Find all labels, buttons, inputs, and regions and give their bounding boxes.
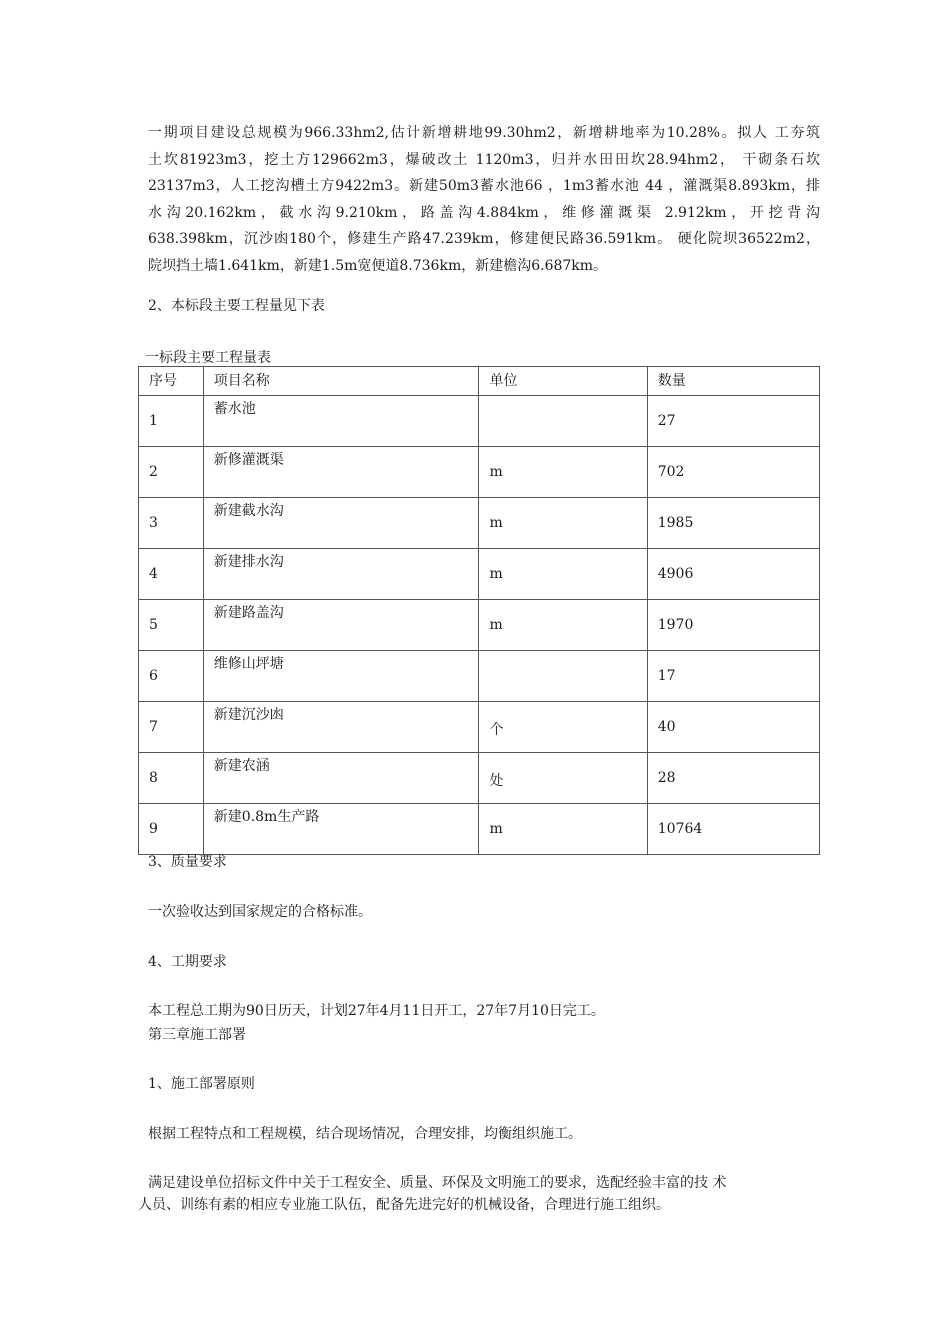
cell-name-text: 新建排水沟 <box>213 554 284 570</box>
cell-unit-text: m <box>489 821 503 837</box>
header-qty: 数量 <box>647 367 819 396</box>
cell-qty <box>647 804 819 855</box>
quantities-table <box>138 366 820 855</box>
cell-qty <box>647 702 819 753</box>
table-row <box>139 447 820 498</box>
cell-unit <box>479 753 647 804</box>
cell-qty <box>647 651 819 702</box>
cell-name <box>203 804 479 855</box>
cell-name-text: 新建0.8m生产路 <box>213 809 320 825</box>
cell-no <box>139 651 204 702</box>
cell-no <box>139 753 204 804</box>
deploy-heading: 1、施工部署原则 <box>148 1076 255 1092</box>
header-unit: 单位 <box>479 367 647 396</box>
section-4-heading: 4、工期要求 <box>148 954 227 970</box>
intro-line: 638.398km，沉沙凼180个，修建生产路47.239km，修建便民路36.591km。 硬化院坝36522m2， <box>148 231 820 247</box>
cell-qty <box>647 549 819 600</box>
cell-qty-text: 17 <box>657 668 676 684</box>
section-3-body: 一次验收达到国家规定的合格标准。 <box>148 904 372 920</box>
cell-unit-text: 个 <box>489 722 504 738</box>
cell-no-text: 3 <box>149 515 158 531</box>
cell-unit-text: 处 <box>489 773 504 789</box>
intro-line: 水沟20.162km，截水沟9.210km，路盖沟4.884km，维修灌溉渠 2.912km，开挖背沟 <box>148 204 820 221</box>
cell-no-text: 1 <box>149 413 158 429</box>
cell-name <box>203 549 479 600</box>
cell-no <box>139 447 204 498</box>
cell-unit-text: m <box>489 617 503 633</box>
cell-name <box>203 702 479 753</box>
cell-qty <box>647 600 819 651</box>
cell-unit-text: m <box>489 515 503 531</box>
cell-unit <box>479 447 647 498</box>
cell-qty-text: 1985 <box>657 515 694 531</box>
cell-qty <box>647 753 819 804</box>
cell-name-text: 维修山坪塘 <box>213 656 284 672</box>
header-no: 序号 <box>139 367 204 396</box>
cell-name <box>203 447 479 498</box>
cell-name-text: 新建农涵 <box>213 758 270 774</box>
table-header-row <box>139 367 820 396</box>
cell-name-text: 蓄水池 <box>213 401 256 417</box>
deploy-paragraph-2-line-1: 满足建设单位招标文件中关于工程安全、质量、环保及文明施工的要求，选配经验丰富的技 术 <box>148 1175 727 1191</box>
table-row <box>139 498 820 549</box>
table-row <box>139 600 820 651</box>
cell-name-text: 新建截水沟 <box>213 503 284 519</box>
cell-unit-text: m <box>489 464 503 480</box>
intro-line: 院坝挡土墙1.641km，新建1.5m宽便道8.736km，新建檐沟6.687km。 <box>148 257 608 274</box>
chapter-3-title: 第三章施工部署 <box>148 1027 246 1043</box>
cell-qty-text: 40 <box>657 719 676 735</box>
cell-name-text: 新建沉沙凼 <box>213 707 284 723</box>
cell-qty <box>647 498 819 549</box>
table-row <box>139 549 820 600</box>
cell-unit <box>479 600 647 651</box>
cell-qty-text: 27 <box>657 413 676 429</box>
cell-no <box>139 702 204 753</box>
cell-no <box>139 396 204 447</box>
cell-qty <box>647 447 819 498</box>
table-title: 一标段主要工程量表 <box>145 350 271 366</box>
cell-qty-text: 702 <box>657 464 685 480</box>
cell-name <box>203 651 479 702</box>
table-row <box>139 753 820 804</box>
cell-no <box>139 804 204 855</box>
cell-qty <box>647 396 819 447</box>
cell-name <box>203 396 479 447</box>
cell-unit <box>479 396 647 447</box>
cell-no-text: 9 <box>149 821 158 837</box>
cell-unit <box>479 498 647 549</box>
cell-name-text: 新修灌溉渠 <box>213 452 284 468</box>
cell-qty-text: 4906 <box>657 566 694 582</box>
cell-name <box>203 753 479 804</box>
cell-no <box>139 498 204 549</box>
cell-name-text: 新建路盖沟 <box>213 605 284 621</box>
section-2-heading: 2、本标段主要工程量见下表 <box>148 298 325 314</box>
deploy-paragraph-2-line-2: 人员、训练有素的相应专业施工队伍，配备先进完好的机械设备，合理进行施工组织。 <box>138 1197 670 1213</box>
cell-unit <box>479 804 647 855</box>
cell-no-text: 6 <box>149 668 158 684</box>
cell-no <box>139 549 204 600</box>
table-row <box>139 702 820 753</box>
cell-unit-text: m <box>489 566 503 582</box>
cell-no <box>139 600 204 651</box>
cell-no-text: 7 <box>149 719 158 735</box>
intro-line: 一期项目建设总规模为966.33hm2,估计新增耕地99.30hm2，新增耕地率为10.28%。拟人 工夯筑 <box>148 125 820 141</box>
intro-paragraph <box>148 120 820 279</box>
header-name: 项目名称 <box>203 367 479 396</box>
table-row <box>139 396 820 447</box>
deploy-paragraph-1: 根据工程特点和工程规模，结合现场情况，合理安排，均衡组织施工。 <box>148 1126 582 1142</box>
cell-qty-text: 1970 <box>657 617 694 633</box>
cell-name <box>203 498 479 549</box>
intro-line: 23137m3，人工挖沟槽土方9422m3。新建50m3蓄水池66 ，1m3蓄水池 44 ，灌溉渠8.893km，排 <box>148 178 820 194</box>
cell-unit <box>479 702 647 753</box>
cell-no-text: 5 <box>149 617 158 633</box>
intro-line: 土坎81923m3，挖土方129662m3，爆破改土 1120m3，归并水田田坎28.94hm2， 干砌条石坎 <box>148 151 820 168</box>
table-row <box>139 804 820 855</box>
cell-no-text: 8 <box>149 770 158 786</box>
table-row <box>139 651 820 702</box>
cell-qty-text: 10764 <box>657 821 703 837</box>
cell-no-text: 2 <box>149 464 158 480</box>
section-4-body: 本工程总工期为90日历天，计划27年4月11日开工，27年7月10日完工。 <box>148 1003 605 1019</box>
cell-qty-text: 28 <box>657 770 676 786</box>
cell-unit <box>479 549 647 600</box>
section-3-heading: 3、质量要求 <box>148 854 227 870</box>
cell-no-text: 4 <box>149 566 158 582</box>
cell-name <box>203 600 479 651</box>
cell-unit <box>479 651 647 702</box>
